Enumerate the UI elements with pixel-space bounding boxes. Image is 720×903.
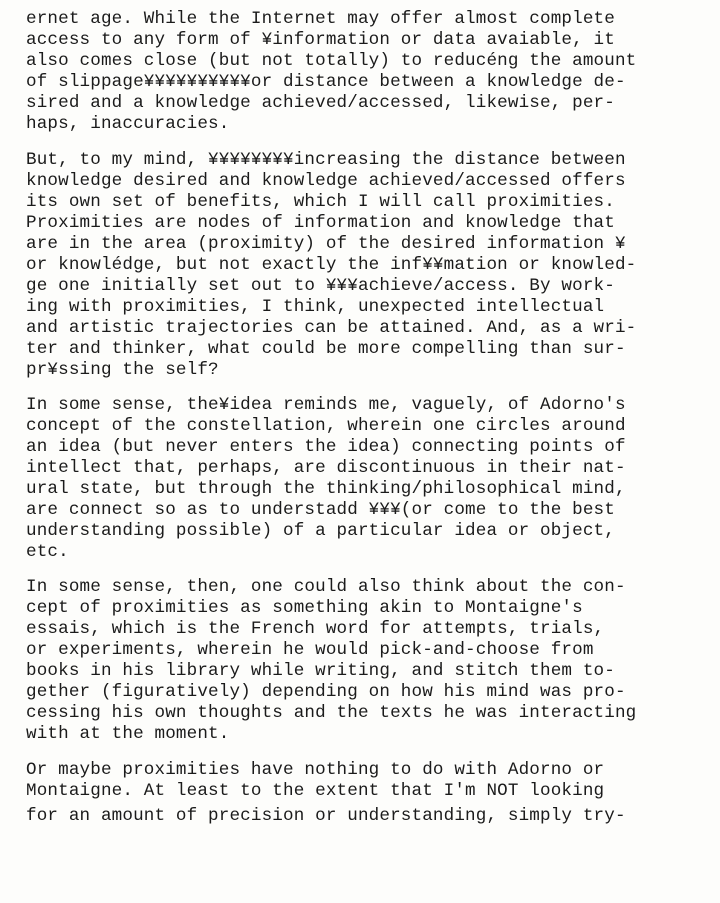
- text-line: books in his library while writing, and stitch them to-: [26, 661, 615, 681]
- text-line: ter and thinker, what could be more compelling than sur-: [26, 339, 626, 359]
- text-line: understanding possible) of a particular idea or object,: [26, 521, 615, 541]
- text-line: ernet age. While the Internet may offer almost complete: [26, 9, 615, 29]
- text-line: also comes close (but not totally) to reducéng the amount: [26, 51, 637, 71]
- text-line: cessing his own thoughts and the texts he was interacting: [26, 703, 637, 723]
- text-line: concept of the constellation, wherein one circles around: [26, 416, 626, 436]
- text-line: intellect that, perhaps, are discontinuous in their nat-: [26, 458, 626, 478]
- text-line: Montaigne. At least to the extent that I'm NOT looking: [26, 781, 605, 801]
- text-line: are in the area (proximity) of the desired information ¥: [26, 234, 626, 254]
- text-line: or knowlédge, but not exactly the inf¥¥mation or knowled-: [26, 255, 637, 275]
- text-line: cept of proximities as something akin to Montaigne's: [26, 598, 583, 618]
- paragraph-2: [26, 150, 636, 381]
- text-line: of slippage¥¥¥¥¥¥¥¥¥¥or distance between a knowledge de-: [26, 72, 626, 92]
- paragraph-5: [26, 760, 626, 827]
- text-line: sired and a knowledge achieved/accessed, likewise, per-: [26, 93, 615, 113]
- paragraph-4: [26, 577, 636, 745]
- text-line: In some sense, then, one could also think about the con-: [26, 577, 626, 597]
- text-line: with at the moment.: [26, 724, 230, 744]
- text-line: pr¥ssing the self?: [26, 360, 219, 380]
- text-line: and artistic trajectories can be attained. And, as a wri-: [26, 318, 637, 338]
- text-line: knowledge desired and knowledge achieved/accessed offers: [26, 171, 626, 191]
- text-line: its own set of benefits, which I will call proximities.: [26, 192, 615, 212]
- text-line: for an amount of precision or understanding, simply try-: [26, 806, 626, 826]
- text-line: Or maybe proximities have nothing to do with Adorno or: [26, 760, 605, 780]
- text-line: gether (figuratively) depending on how his mind was pro-: [26, 682, 626, 702]
- text-line: ural state, but through the thinking/philosophical mind,: [26, 479, 626, 499]
- text-line: In some sense, the¥idea reminds me, vaguely, of Adorno's: [26, 395, 626, 415]
- text-line: ge one initially set out to ¥¥¥achieve/access. By work-: [26, 276, 615, 296]
- text-line: Proximities are nodes of information and knowledge that: [26, 213, 615, 233]
- paragraph-1: [26, 9, 636, 135]
- text-line: essais, which is the French word for attempts, trials,: [26, 619, 605, 639]
- text-line: or experiments, wherein he would pick-and-choose from: [26, 640, 594, 660]
- paragraph-3: [26, 395, 626, 563]
- text-line: haps, inaccuracies.: [26, 114, 230, 134]
- text-line: an idea (but never enters the idea) connecting points of: [26, 437, 626, 457]
- text-line: etc.: [26, 542, 69, 562]
- text-line: access to any form of ¥information or data avaiable, it: [26, 30, 615, 50]
- text-line: But, to my mind, ¥¥¥¥¥¥¥¥increasing the distance between: [26, 150, 626, 170]
- text-line: are connect so as to understadd ¥¥¥(or come to the best: [26, 500, 615, 520]
- text-line: ing with proximities, I think, unexpected intellectual: [26, 297, 605, 317]
